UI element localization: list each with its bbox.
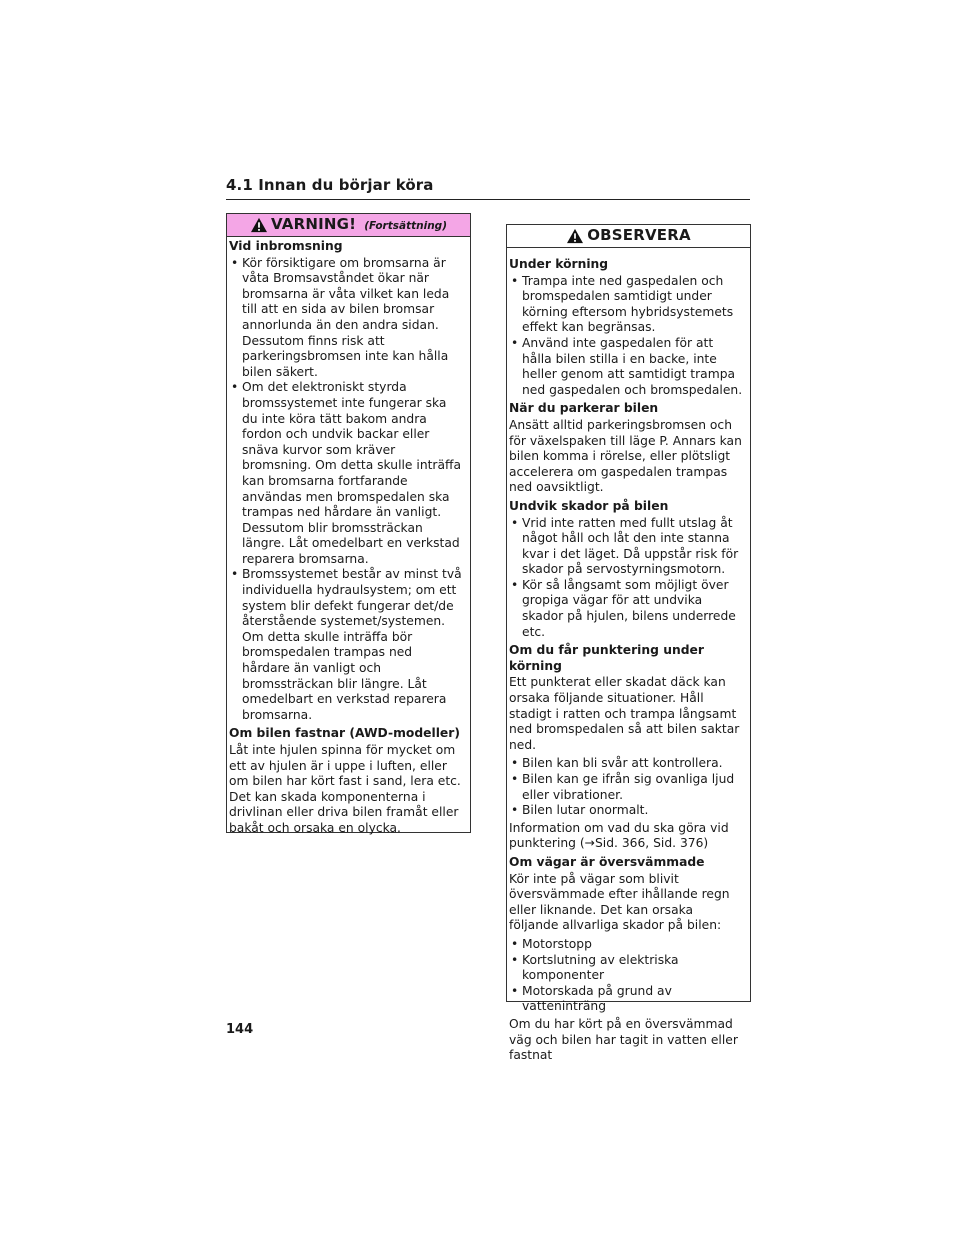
list-item: • Kör så långsamt som möjligt över gropiga vägar för att undvika skador på hjulen, bilens underrede etc. [509, 578, 746, 640]
list-item: • Motorstopp [509, 937, 746, 953]
paragraph: Information om vad du ska göra vid punktering (→Sid. 366, Sid. 376) [509, 820, 729, 851]
paragraph: Kör inte på vägar som blivit översvämmade efter ihållande regn eller liknande. Det kan orsaka följande allvarliga skador på bilen: [509, 871, 730, 933]
bullet-list [509, 937, 746, 1015]
paragraph: Om du har kört på en översvämmad väg och bilen har tagit in vatten eller fastnat [509, 1016, 738, 1063]
list-item: • Bromssystemet består av minst två individuella hydraulsystem; om ett system blir defekt fungerar det/de återstående systemet/systemen. Om detta skulle inträffa bör bromspedalen trampas ned hårdare än vanligt och bromssträckan blir längre. Låt omedelbart en verkstad reparera bromsarna. [229, 567, 462, 723]
subheading: Om vägar är översvämmade [509, 854, 705, 869]
warning-continuation: (Fortsättning) [364, 219, 447, 232]
list-item: • Om det elektroniskt styrda bromssystemet inte fungerar ska du inte köra tätt bakom andra fordon och undvik backar eller snäva kurvor som kräver bromsning. Om detta skulle inträffa kan bromsarna fortfarande användas men bromspedalen ska trampas ned hårdare än vanligt. Dessutom blir bromssträckan längre. Låt omedelbart en verkstad reparera bromsarna. [229, 380, 462, 567]
list-item: • Bilen kan bli svår att kontrollera. [509, 756, 746, 772]
section-title: 4.1 Innan du börjar köra [226, 176, 750, 200]
caution-body [507, 248, 750, 1064]
bullet-list [509, 516, 746, 641]
bullet-list [229, 256, 462, 724]
caution-header [507, 225, 750, 248]
warning-header [227, 214, 470, 237]
list-item: • Motorskada på grund av vatteninträng [509, 984, 746, 1015]
paragraph: Ansätt alltid parkeringsbromsen och för växelspaken till läge P. Annars kan bilen komma i rörelse, eller plötsligt accelerera om gaspedalen trampas ned oavsiktligt. [509, 417, 742, 495]
subheading: Om du får punktering under körning [509, 643, 704, 673]
caution-title: OBSERVERA [587, 226, 691, 245]
list-item: • Bilen lutar onormalt. [509, 803, 746, 819]
warning-title: VARNING! [270, 215, 357, 234]
list-item: • Kör försiktigare om bromsarna är våta Bromsavståndet ökar när bromsarna är våta vilket kan leda till att en sida av bilen bromsar annorlunda än den andra sidan. Dessutom finns risk att parkeringsbromsen inte kan hålla bilen säkert. [229, 256, 462, 381]
list-item: • Bilen kan ge ifrån sig ovanliga ljud eller vibrationer. [509, 772, 746, 803]
caution-box [506, 224, 751, 1063]
bullet-list [509, 756, 746, 818]
subheading: När du parkerar bilen [509, 401, 659, 416]
list-item: • Vrid inte ratten med fullt utslag åt något håll och låt den inte stanna kvar i det läget. Då uppstår risk för skador på servostyrningsmotorn. [509, 516, 746, 578]
warning-box [226, 213, 471, 833]
paragraph: Ett punkterat eller skadat däck kan orsaka följande situationer. Håll stadigt i ratten och trampa långsamt ned bromspedalen så att bilen saktar ned. [509, 675, 740, 752]
subheading: Under körning [509, 257, 609, 271]
page-number: 144 [226, 1022, 254, 1037]
subheading: Undvik skador på bilen [509, 498, 669, 513]
paragraph: Låt inte hjulen spinna för mycket om ett av hjulen är i uppe i luften, eller om bilen har kört fast i sand, lera etc. Det kan skada komponenterna i drivlinan eller driva bilen framåt eller bakåt och orsaka en olycka. [229, 743, 461, 835]
warning-triangle-icon [250, 217, 268, 233]
list-item: • Använd inte gaspedalen för att hålla bilen stilla i en backe, inte heller genom att samtidigt trampa ned gaspedalen och bromspedalen. [509, 336, 746, 398]
list-item: • Kortslutning av elektriska komponenter [509, 953, 746, 984]
list-item: • Trampa inte ned gaspedalen och bromspedalen samtidigt under körning eftersom hybridsystemets effekt kan begränsas. [509, 274, 746, 336]
bullet-list [509, 274, 746, 399]
subheading: Om bilen fastnar (AWD-modeller) [229, 726, 460, 741]
subheading: Vid inbromsning [229, 239, 343, 253]
warning-triangle-icon [566, 228, 584, 244]
warning-body [227, 237, 470, 837]
